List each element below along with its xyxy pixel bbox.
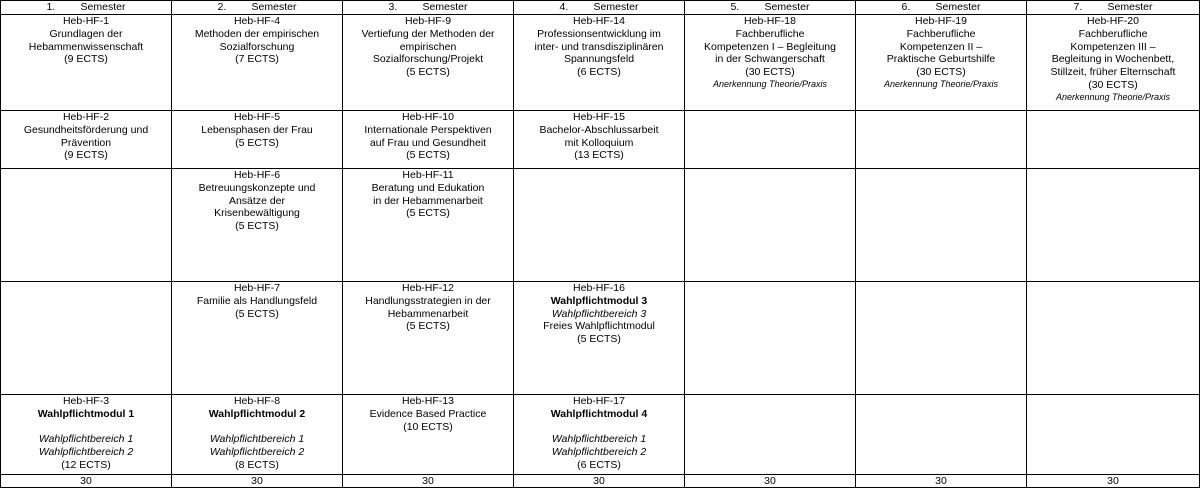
module-cell: Heb-HF-19 Fachberufliche Kompetenzen II – Praktische Geburtshilfe (30 ECTS) Anerkennung Theorie/Praxis: [856, 15, 1027, 111]
empty-cell: [1, 169, 172, 282]
module-row: [1, 395, 1200, 475]
module-cell: Heb-HF-10 Internationale Perspektiven auf Frau und Gesundheit (5 ECTS): [343, 111, 514, 169]
empty-cell: [685, 282, 856, 395]
recognition-note: Anerkennung Theorie/Praxis: [1055, 91, 1171, 102]
empty-cell: [514, 169, 685, 282]
empty-cell: [856, 111, 1027, 169]
module-cell: Heb-HF-6 Betreuungskonzepte und Ansätze der Krisenbewältigung (5 ECTS): [172, 169, 343, 282]
empty-cell: [1027, 111, 1200, 169]
elective-area: Wahlpflichtbereich 1: [551, 433, 647, 446]
ects-total: 30: [1027, 475, 1200, 488]
module-cell: Heb-HF-8 Wahlpflichtmodul 2 Wahlpflichtbereich 1 Wahlpflichtbereich 2 (8 ECTS): [172, 395, 343, 475]
recognition-note: Anerkennung Theorie/Praxis: [712, 78, 828, 89]
empty-cell: [685, 395, 856, 475]
ects-total: 30: [856, 475, 1027, 488]
elective-module-title: Wahlpflichtmodul 3: [550, 294, 648, 307]
empty-cell: [1027, 395, 1200, 475]
elective-area: Wahlpflichtbereich 3: [551, 307, 647, 320]
module-cell: Heb-HF-13 Evidence Based Practice (10 ECTS): [343, 395, 514, 475]
ects-total: 30: [1, 475, 172, 488]
ects-total: 30: [172, 475, 343, 488]
semester-header: 7. Semester: [1027, 1, 1200, 15]
module-cell: Heb-HF-2 Gesundheitsförderung und Prävention (9 ECTS): [1, 111, 172, 169]
empty-cell: [685, 169, 856, 282]
module-cell: Heb-HF-7 Familie als Handlungsfeld (5 ECTS): [172, 282, 343, 395]
semester-header-row: [1, 1, 1200, 15]
module-cell: Heb-HF-14 Professionsentwicklung im inter- und transdisziplinären Spannungsfeld (6 ECTS): [514, 15, 685, 111]
empty-cell: [1027, 282, 1200, 395]
semester-header: 6. Semester: [856, 1, 1027, 15]
ects-total: 30: [343, 475, 514, 488]
empty-cell: [856, 395, 1027, 475]
module-row: [1, 169, 1200, 282]
module-cell: Heb-HF-20 Fachberufliche Kompetenzen III – Begleitung in Wochenbett, Stillzeit, früher Elternschaft (30 ECTS) Anerkennung Theorie/Praxis: [1027, 15, 1200, 111]
module-row: [1, 15, 1200, 111]
module-cell: Heb-HF-9 Vertiefung der Methoden der empirischen Sozialforschung/Projekt (5 ECTS): [343, 15, 514, 111]
module-row: [1, 282, 1200, 395]
elective-module-title: Wahlpflichtmodul 2: [208, 407, 306, 420]
elective-area: Wahlpflichtbereich 1: [38, 433, 134, 446]
elective-area: Wahlpflichtbereich 2: [551, 446, 647, 459]
module-cell: Heb-HF-4 Methoden der empirischen Sozialforschung (7 ECTS): [172, 15, 343, 111]
module-cell: Heb-HF-18 Fachberufliche Kompetenzen I – Begleitung in der Schwangerschaft (30 ECTS) Anerkennung Theorie/Praxis: [685, 15, 856, 111]
module-cell: Heb-HF-1 Grundlagen der Hebammenwissenschaft (9 ECTS): [1, 15, 172, 111]
elective-module-title: Wahlpflichtmodul 1: [37, 407, 135, 420]
elective-area: Wahlpflichtbereich 2: [38, 446, 134, 459]
recognition-note: Anerkennung Theorie/Praxis: [883, 78, 999, 89]
semester-header: 1. Semester: [1, 1, 172, 15]
empty-cell: [1027, 169, 1200, 282]
module-cell: Heb-HF-11 Beratung und Edukation in der Hebammenarbeit (5 ECTS): [343, 169, 514, 282]
semester-header: 2. Semester: [172, 1, 343, 15]
empty-cell: [685, 111, 856, 169]
module-row: [1, 111, 1200, 169]
empty-cell: [856, 169, 1027, 282]
empty-cell: [856, 282, 1027, 395]
ects-total-row: [1, 475, 1200, 488]
elective-area: Wahlpflichtbereich 2: [209, 446, 305, 459]
empty-cell: [1, 282, 172, 395]
module-cell: Heb-HF-16 Wahlpflichtmodul 3 Wahlpflichtbereich 3 Freies Wahlpflichtmodul (5 ECTS): [514, 282, 685, 395]
module-cell: Heb-HF-5 Lebensphasen der Frau (5 ECTS): [172, 111, 343, 169]
elective-area: Wahlpflichtbereich 1: [209, 433, 305, 446]
semester-header: 5. Semester: [685, 1, 856, 15]
module-cell: Heb-HF-17 Wahlpflichtmodul 4 Wahlpflichtbereich 1 Wahlpflichtbereich 2 (6 ECTS): [514, 395, 685, 475]
ects-total: 30: [514, 475, 685, 488]
module-cell: Heb-HF-12 Handlungsstrategien in der Hebammenarbeit (5 ECTS): [343, 282, 514, 395]
module-cell: Heb-HF-3 Wahlpflichtmodul 1 Wahlpflichtbereich 1 Wahlpflichtbereich 2 (12 ECTS): [1, 395, 172, 475]
module-cell: Heb-HF-15 Bachelor-Abschlussarbeit mit Kolloquium (13 ECTS): [514, 111, 685, 169]
semester-header: 3. Semester: [343, 1, 514, 15]
semester-header: 4. Semester: [514, 1, 685, 15]
elective-module-title: Wahlpflichtmodul 4: [550, 407, 648, 420]
ects-total: 30: [685, 475, 856, 488]
